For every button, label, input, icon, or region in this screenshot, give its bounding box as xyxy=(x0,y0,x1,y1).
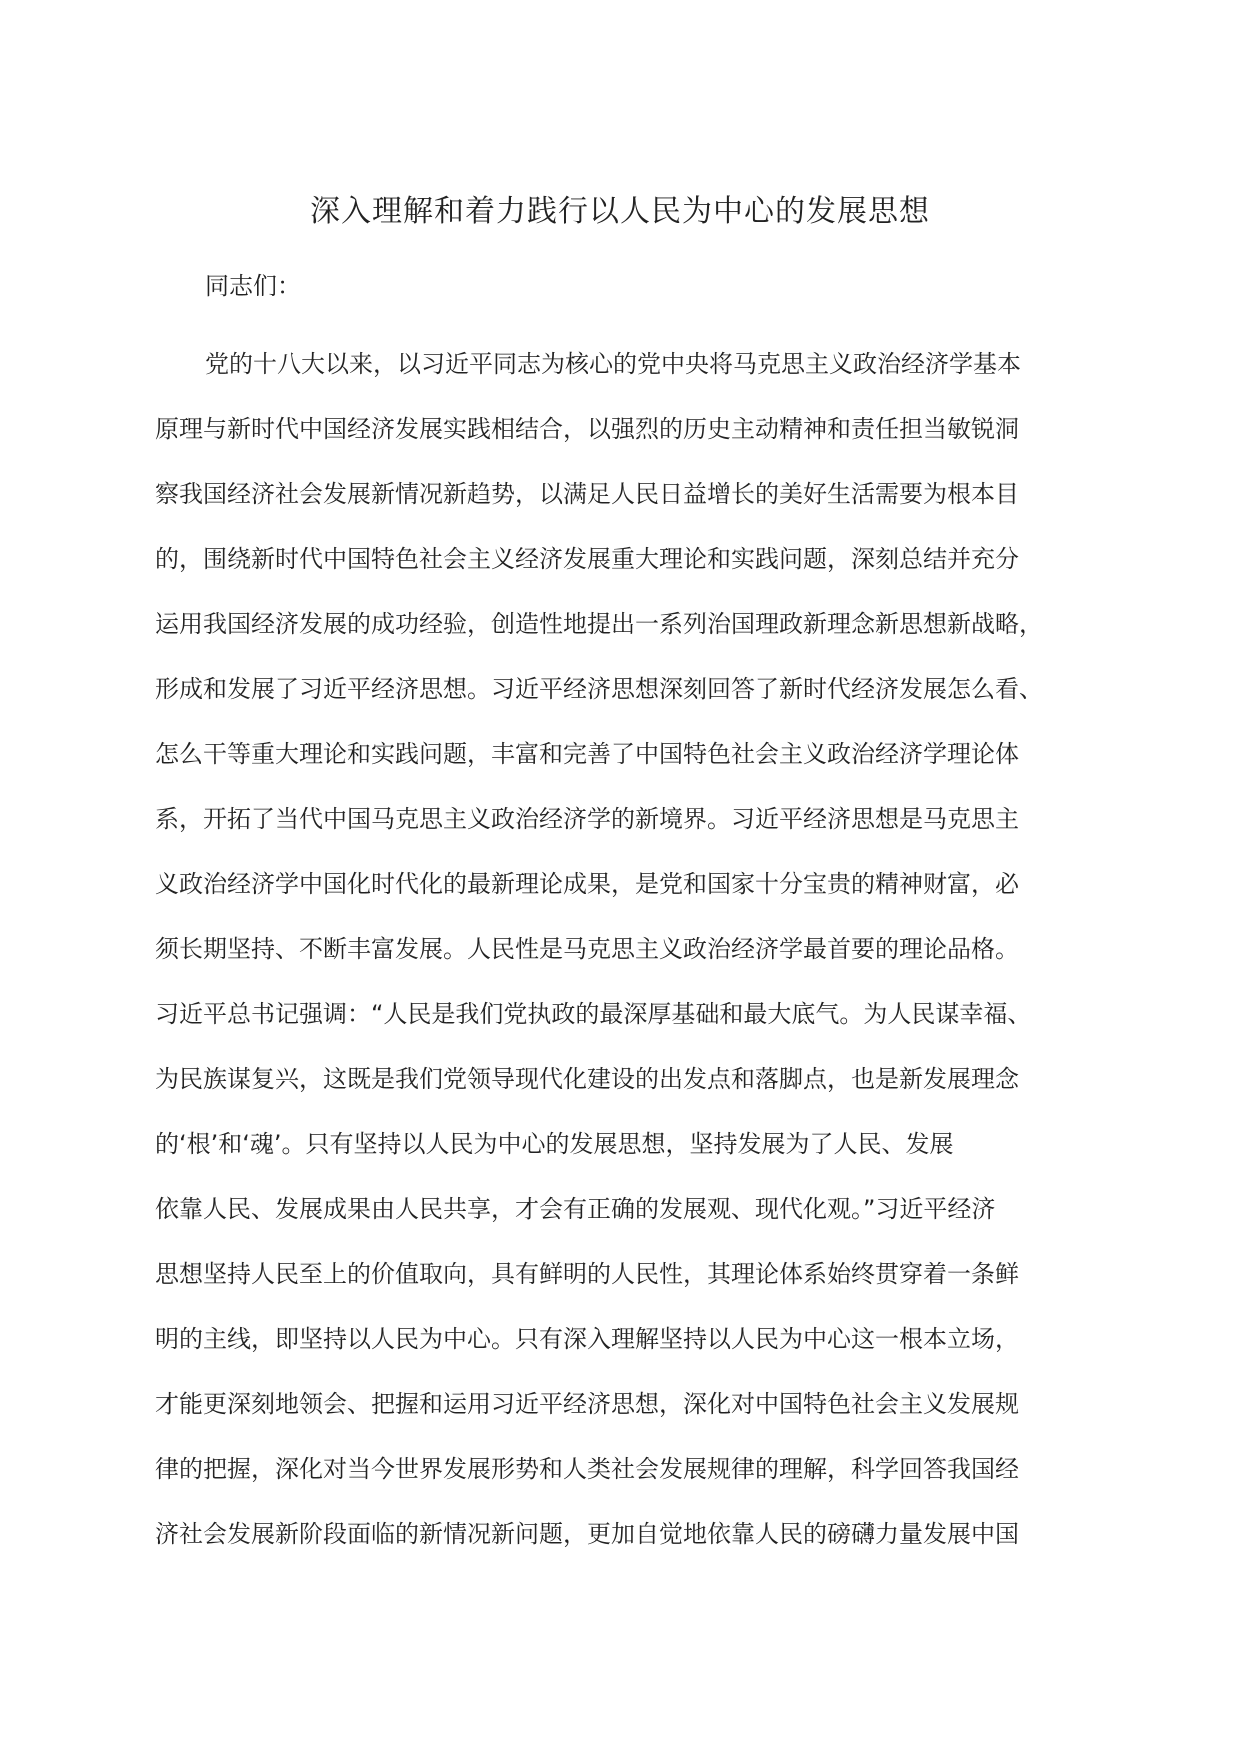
body-line: 义政治经济学中国化时代化的最新理论成果，是党和国家十分宝贵的精神财富，必 xyxy=(155,870,1019,898)
body-line: 运用我国经济发展的成功经验，创造性地提出一系列治国理政新理念新思想新战略， xyxy=(155,610,1043,638)
body-line: 形成和发展了习近平经济思想。习近平经济思想深刻回答了新时代经济发展怎么看、 xyxy=(155,675,1043,703)
body-line: 习近平总书记强调：“人民是我们党执政的最深厚基础和最大底气。为人民谋幸福、 xyxy=(155,1000,1032,1028)
body-line: 为民族谋复兴，这既是我们党领导现代化建设的出发点和落脚点，也是新发展理念 xyxy=(155,1065,1019,1093)
body-line: 律的把握，深化对当今世界发展形势和人类社会发展规律的理解，科学回答我国经 xyxy=(155,1455,1019,1483)
body-line: 党的十八大以来，以习近平同志为核心的党中央将马克思主义政治经济学基本 xyxy=(205,350,1021,378)
body-line: 明的主线，即坚持以人民为中心。只有深入理解坚持以人民为中心这一根本立场， xyxy=(155,1325,1019,1353)
body-line: 怎么干等重大理论和实践问题，丰富和完善了中国特色社会主义政治经济学理论体 xyxy=(155,740,1019,768)
body-line: 依靠人民、发展成果由人民共享，才会有正确的发展观、现代化观。”习近平经济 xyxy=(155,1195,996,1223)
body-line: 系，开拓了当代中国马克思主义政治经济学的新境界。习近平经济思想是马克思主 xyxy=(155,805,1019,833)
body-line: 须长期坚持、不断丰富发展。人民性是马克思主义政治经济学最首要的理论品格。 xyxy=(155,935,1019,963)
body-line: 原理与新时代中国经济发展实践相结合，以强烈的历史主动精神和责任担当敏锐洞 xyxy=(155,415,1019,443)
body-line: 察我国经济社会发展新情况新趋势，以满足人民日益增长的美好生活需要为根本目 xyxy=(155,480,1019,508)
document-title: 深入理解和着力践行以人民为中心的发展思想 xyxy=(310,194,930,229)
greeting: 同志们： xyxy=(205,272,301,300)
body-line: 的‘根’和‘魂’。只有坚持以人民为中心的发展思想，坚持发展为了人民、发展 xyxy=(155,1130,954,1158)
body-line: 济社会发展新阶段面临的新情况新问题，更加自觉地依靠人民的磅礴力量发展中国 xyxy=(155,1520,1019,1548)
body-text xyxy=(155,344,1075,1579)
body-line: 才能更深刻地领会、把握和运用习近平经济思想，深化对中国特色社会主义发展规 xyxy=(155,1390,1019,1418)
body-line: 思想坚持人民至上的价值取向，具有鲜明的人民性，其理论体系始终贯穿着一条鲜 xyxy=(155,1260,1019,1288)
body-line: 的，围绕新时代中国特色社会主义经济发展重大理论和实践问题，深刻总结并充分 xyxy=(155,545,1019,573)
